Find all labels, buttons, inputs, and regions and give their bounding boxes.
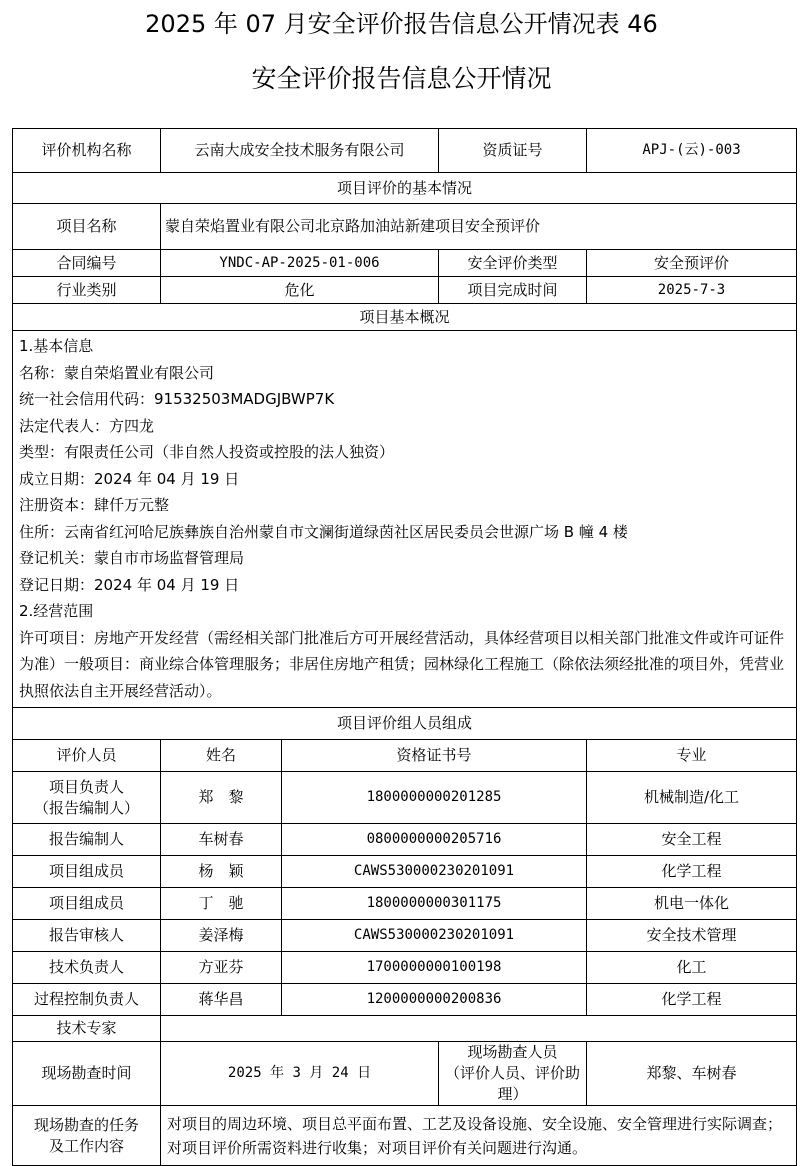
member-major: 化学工程 (587, 984, 797, 1016)
member-name: 丁 驰 (161, 888, 282, 920)
member-role-line1: 项目负责人 (48, 777, 124, 796)
org-row (13, 129, 797, 173)
member-name: 杨 颖 (161, 856, 282, 888)
company-address: 住所：云南省红河哈尼族彝族自治州蒙自市文澜街道绿茵社区居民委员会世源广场 B 幢 4 楼 (19, 522, 628, 541)
cert-value: APJ-(云)-003 (587, 129, 797, 173)
eval-type-label: 安全评价类型 (439, 250, 587, 277)
member-major: 机电一体化 (587, 888, 797, 920)
survey-staff-label-line2: （评价人员、评价助理） (445, 1064, 581, 1103)
team-row (13, 772, 797, 824)
team-header-row (13, 740, 797, 772)
member-name: 蒋华昌 (161, 984, 282, 1016)
team-row (13, 856, 797, 888)
org-value: 云南大成安全技术服务有限公司 (161, 129, 439, 173)
company-name: 名称：蒙自荣焰置业有限公司 (19, 363, 215, 382)
project-name-label: 项目名称 (13, 204, 161, 250)
member-name: 车树春 (161, 824, 282, 856)
member-major: 机械制造/化工 (587, 772, 797, 824)
member-cert: 1800000000301175 (282, 888, 587, 920)
member-role: 报告审核人 (13, 920, 161, 952)
contract-value: YNDC-AP-2025-01-006 (161, 250, 439, 277)
overview-content (13, 331, 797, 708)
team-row (13, 920, 797, 952)
expert-label: 技术专家 (13, 1016, 161, 1042)
member-cert: 1200000000200836 (282, 984, 587, 1016)
survey-staff-label-line1: 现场勘查人员 (467, 1043, 558, 1061)
member-major: 化学工程 (587, 856, 797, 888)
established-date: 成立日期：2024 年 04 月 19 日 (19, 469, 240, 488)
member-role: 报告编制人 (13, 824, 161, 856)
member-name: 姜泽梅 (161, 920, 282, 952)
survey-staff-label (439, 1042, 587, 1106)
business-scope-text: 许可项目：房地产开发经营（需经相关部门批准后方可开展经营活动，具体经营项目以相关部门批准文件或许可证件为准）一般项目：商业综合体管理服务；非居住房地产租赁；园林绿化工程施工（除依法须经批准的项目外，凭营业执照依法自主开展经营活动）。 (19, 628, 785, 700)
registration-date: 登记日期：2024 年 04 月 19 日 (19, 575, 240, 594)
survey-time-label: 现场勘查时间 (13, 1042, 161, 1106)
project-name-value: 蒙自荣焰置业有限公司北京路加油站新建项目安全预评价 (161, 204, 797, 250)
member-major: 化工 (587, 952, 797, 984)
business-scope-heading: 2.经营范围 (19, 602, 94, 620)
col-header-major: 专业 (587, 740, 797, 772)
member-cert: 1700000000100198 (282, 952, 587, 984)
survey-task-label-line2: 及工作内容 (48, 1136, 124, 1155)
disclosure-table (12, 128, 797, 1166)
expert-value (161, 1016, 797, 1042)
member-role: 项目组成员 (13, 856, 161, 888)
survey-task-label-line1: 现场勘查的任务 (33, 1115, 139, 1134)
member-name: 方亚芬 (161, 952, 282, 984)
cert-label: 资质证号 (439, 129, 587, 173)
registered-capital: 注册资本：肆仟万元整 (19, 496, 170, 514)
legal-representative: 法定代表人：方四龙 (19, 416, 155, 435)
survey-staff-value: 郑黎、车树春 (587, 1042, 797, 1106)
basic-info-heading: 1.基本信息 (19, 337, 94, 355)
col-header-cert: 资格证书号 (282, 740, 587, 772)
org-label: 评价机构名称 (13, 129, 161, 173)
finish-time-value: 2025-7-3 (587, 277, 797, 304)
col-header-name: 姓名 (161, 740, 282, 772)
team-row (13, 824, 797, 856)
member-role: 项目组成员 (13, 888, 161, 920)
member-name: 郑 黎 (161, 772, 282, 824)
eval-type-value: 安全预评价 (587, 250, 797, 277)
industry-label: 行业类别 (13, 277, 161, 304)
member-cert: 1800000000201285 (282, 772, 587, 824)
member-cert: CAWS530000230201091 (282, 856, 587, 888)
survey-task-value: 对项目的周边环境、项目总平面布置、工艺及设备设施、安全设施、安全管理进行实际调查；对项目评价所需资料进行收集；对项目评价有关问题进行沟通。 (161, 1106, 797, 1166)
document-subtitle: 安全评价报告信息公开情况 (251, 64, 552, 93)
credit-code: 统一社会信用代码：91532503MADGJBWP7K (19, 390, 335, 408)
company-type: 类型：有限责任公司（非自然人投资或控股的法人独资） (19, 443, 395, 461)
registration-authority: 登记机关：蒙自市市场监督管理局 (19, 549, 245, 567)
col-header-role: 评价人员 (13, 740, 161, 772)
member-cert: CAWS530000230201091 (282, 920, 587, 952)
member-major: 安全工程 (587, 824, 797, 856)
member-major: 安全技术管理 (587, 920, 797, 952)
finish-time-label: 项目完成时间 (439, 277, 587, 304)
document-title: 2025 年 07 月安全评价报告信息公开情况表 46 (145, 10, 658, 38)
member-cert: 0800000000205716 (282, 824, 587, 856)
team-row (13, 888, 797, 920)
overview-section-header: 项目基本概况 (13, 304, 797, 331)
industry-value: 危化 (161, 277, 439, 304)
team-row (13, 952, 797, 984)
team-row (13, 984, 797, 1016)
basic-section-header: 项目评价的基本情况 (13, 173, 797, 204)
survey-time-value: 2025 年 3 月 24 日 (161, 1042, 439, 1106)
member-role (13, 772, 161, 824)
team-section-header: 项目评价组人员组成 (13, 708, 797, 740)
member-role: 过程控制负责人 (13, 984, 161, 1016)
member-role: 技术负责人 (13, 952, 161, 984)
contract-label: 合同编号 (13, 250, 161, 277)
member-role-line2: （报告编制人） (33, 798, 139, 817)
